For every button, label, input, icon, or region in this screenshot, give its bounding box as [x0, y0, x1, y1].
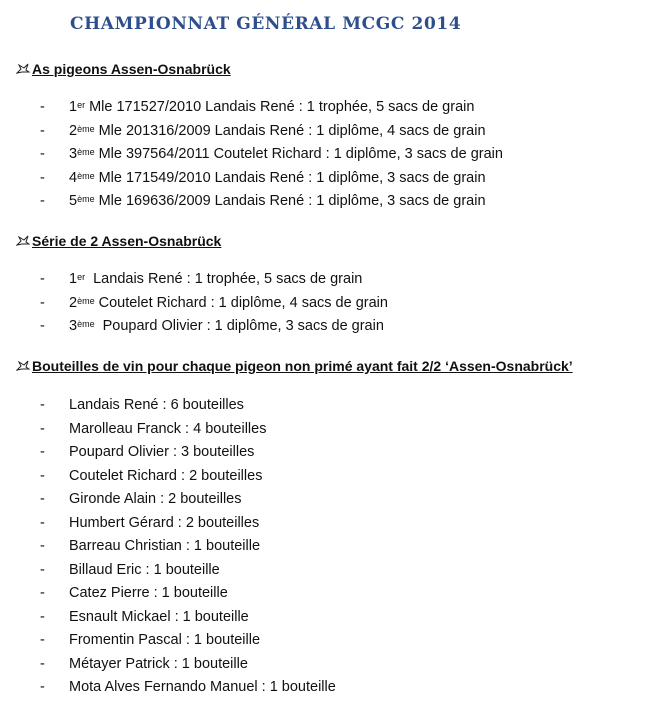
- pigeon-icon: [16, 360, 30, 372]
- section-heading-serie-de-2: [16, 233, 221, 249]
- page-title: CHAMPIONNAT GÉNÉRAL MCGC 2014: [70, 14, 462, 34]
- section-heading-bouteilles: [16, 358, 573, 374]
- section-heading-label: Série de 2 Assen-Osnabrück: [32, 233, 222, 249]
- pigeon-icon: [16, 235, 30, 247]
- section-heading-as-pigeons: [16, 61, 231, 77]
- section-heading-label: As pigeons Assen-Osnabrück: [32, 61, 231, 77]
- pigeon-icon: [16, 63, 30, 75]
- section-heading-label: Bouteilles de vin pour chaque pigeon non primé ayant fait 2/2 ‘Assen-Osnabrück’: [32, 358, 573, 374]
